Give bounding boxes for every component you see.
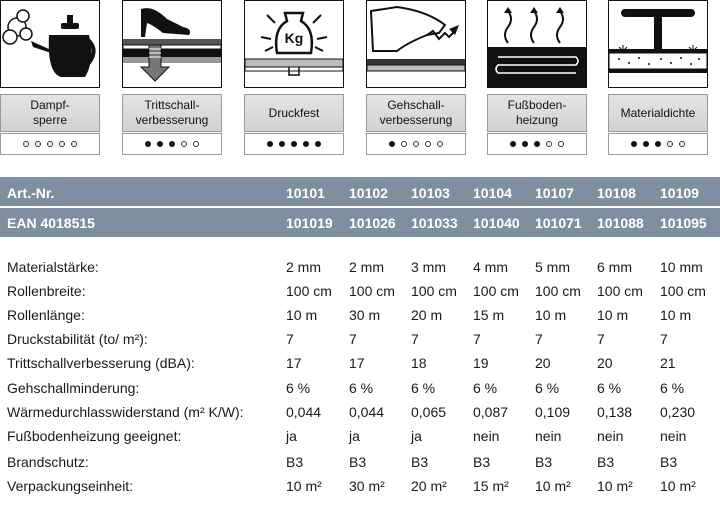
table-cell: nein xyxy=(473,428,500,444)
feature-label: Druckfest xyxy=(244,94,344,132)
ean-cell: 101033 xyxy=(411,215,458,231)
table-cell: 100 cm xyxy=(473,283,519,299)
rating-dot-filled xyxy=(267,141,273,147)
rating-dot-empty xyxy=(181,141,187,147)
ean-cell: 101095 xyxy=(660,215,707,231)
rating-dot-filled xyxy=(157,141,163,147)
table-cell: 100 cm xyxy=(411,283,457,299)
table-cell: B3 xyxy=(660,454,678,470)
table-cell: 21 xyxy=(660,355,676,371)
table-cell: 2 mm xyxy=(286,259,321,275)
table-cell: 7 xyxy=(597,331,605,347)
table-cell: 100 cm xyxy=(349,283,395,299)
table-cell: 18 xyxy=(411,355,427,371)
table-cell: 10 m xyxy=(597,307,629,323)
art-nr-cell: 10108 xyxy=(597,185,636,201)
art-nr-cell: 10101 xyxy=(286,185,325,201)
rating-dot-empty xyxy=(23,141,29,147)
ean-cell: 101019 xyxy=(286,215,333,231)
rating-dot-empty xyxy=(667,141,673,147)
table-cell: B3 xyxy=(286,454,304,470)
table-cell: 6 % xyxy=(597,380,622,396)
material-density-icon xyxy=(608,0,708,88)
table-cell: 20 xyxy=(535,355,551,371)
art-nr-label: Art.-Nr. xyxy=(7,185,55,201)
rating-dot-empty xyxy=(558,141,564,147)
table-cell: 100 cm xyxy=(660,283,706,299)
table-cell: 20 m xyxy=(411,307,443,323)
table-cell: B3 xyxy=(597,454,615,470)
rating-dot-empty xyxy=(47,141,53,147)
table-cell: 5 mm xyxy=(535,259,570,275)
row-label: Rollenlänge: xyxy=(7,307,85,323)
table-cell: 30 m² xyxy=(349,478,385,494)
table-cell: ja xyxy=(286,428,297,444)
table-cell: 10 mm xyxy=(660,259,703,275)
table-cell: 100 cm xyxy=(597,283,643,299)
table-cell: B3 xyxy=(411,454,429,470)
table-cell: 2 mm xyxy=(349,259,384,275)
rating-dot-empty xyxy=(59,141,65,147)
table-cell: B3 xyxy=(473,454,491,470)
table-cell: 15 m² xyxy=(473,478,509,494)
rating-dot-empty xyxy=(437,141,443,147)
table-cell: 0,044 xyxy=(349,404,385,420)
table-cell: ja xyxy=(349,428,360,444)
rating-dot-filled xyxy=(315,141,321,147)
rating-dot-empty xyxy=(35,141,41,147)
row-label: Wärmedurchlasswiderstand (m² K/W): xyxy=(7,404,244,420)
rating-dot-filled xyxy=(303,141,309,147)
table-cell: 0,109 xyxy=(535,404,571,420)
table-cell: 0,065 xyxy=(411,404,447,420)
ean-cell: 101026 xyxy=(349,215,396,231)
row-label: Gehschallminderung: xyxy=(7,380,140,396)
feature-rating xyxy=(122,133,222,155)
feature-label: Dampf- sperre xyxy=(0,94,100,132)
table-cell: 10 m² xyxy=(597,478,633,494)
row-label: Brandschutz: xyxy=(7,454,89,470)
table-cell: 6 % xyxy=(535,380,560,396)
table-cell: 6 % xyxy=(349,380,374,396)
rating-dot-filled xyxy=(631,141,637,147)
table-cell: 7 xyxy=(349,331,357,347)
rating-dot-filled xyxy=(510,141,516,147)
rating-dot-empty xyxy=(401,141,407,147)
feature-label: Materialdichte xyxy=(608,94,708,132)
row-label: Trittschallverbesserung (dBA): xyxy=(7,355,195,371)
rating-dot-filled xyxy=(169,141,175,147)
table-cell: 6 % xyxy=(286,380,311,396)
floor-heating-icon xyxy=(487,0,587,88)
art-nr-cell: 10104 xyxy=(473,185,512,201)
table-cell: 7 xyxy=(286,331,294,347)
rating-dot-filled xyxy=(279,141,285,147)
table-cell: 7 xyxy=(473,331,481,347)
art-nr-cell: 10102 xyxy=(349,185,388,201)
art-nr-cell: 10107 xyxy=(535,185,574,201)
table-cell: 10 m² xyxy=(535,478,571,494)
feature-rating xyxy=(608,133,708,155)
ean-label: EAN 4018515 xyxy=(7,215,95,231)
table-cell: 10 m² xyxy=(286,478,322,494)
svg-text:Kg: Kg xyxy=(284,30,304,46)
table-cell: nein xyxy=(597,428,624,444)
table-cell: 15 m xyxy=(473,307,505,323)
rating-dot-filled xyxy=(655,141,661,147)
table-cell: 17 xyxy=(349,355,365,371)
table-cell: 30 m xyxy=(349,307,381,323)
table-cell: 0,138 xyxy=(597,404,633,420)
high-heel-impact-icon xyxy=(122,0,222,88)
art-nr-cell: 10103 xyxy=(411,185,450,201)
rating-dot-empty xyxy=(71,141,77,147)
table-cell: B3 xyxy=(535,454,553,470)
rating-dot-empty xyxy=(425,141,431,147)
table-cell: 19 xyxy=(473,355,489,371)
feature-label: Gehschall- verbesserung xyxy=(366,94,466,132)
table-cell: 7 xyxy=(411,331,419,347)
steam-kettle-icon xyxy=(0,0,100,88)
table-cell: 7 xyxy=(660,331,668,347)
table-cell: 3 mm xyxy=(411,259,446,275)
table-cell: 7 xyxy=(535,331,543,347)
feature-label: Trittschall- verbesserung xyxy=(122,94,222,132)
shoe-sound-icon xyxy=(366,0,466,88)
table-cell: nein xyxy=(535,428,562,444)
feature-rating xyxy=(244,133,344,155)
table-cell: 10 m² xyxy=(660,478,696,494)
row-label: Druckstabilität (to/ m²): xyxy=(7,331,148,347)
table-cell: 6 % xyxy=(411,380,436,396)
row-label: Fußbodenheizung geeignet: xyxy=(7,428,182,444)
table-cell: 6 % xyxy=(473,380,498,396)
table-cell: 100 cm xyxy=(286,283,332,299)
row-label: Materialstärke: xyxy=(7,259,99,275)
table-cell: 6 mm xyxy=(597,259,632,275)
table-cell: 100 cm xyxy=(535,283,581,299)
table-cell: 0,044 xyxy=(286,404,322,420)
table-cell: 0,230 xyxy=(660,404,696,420)
rating-dot-filled xyxy=(291,141,297,147)
row-label: Verpackungseinheit: xyxy=(7,478,134,494)
ean-cell: 101040 xyxy=(473,215,520,231)
ean-cell: 101088 xyxy=(597,215,644,231)
table-cell: 20 m² xyxy=(411,478,447,494)
feature-rating xyxy=(0,133,100,155)
table-cell: 10 m xyxy=(286,307,318,323)
rating-dot-filled xyxy=(534,141,540,147)
table-cell: 10 m xyxy=(535,307,567,323)
rating-dot-empty xyxy=(193,141,199,147)
art-nr-cell: 10109 xyxy=(660,185,699,201)
rating-dot-filled xyxy=(522,141,528,147)
weight-kg-icon xyxy=(244,0,344,88)
table-cell: 20 xyxy=(597,355,613,371)
feature-label: Fußboden- heizung xyxy=(487,94,587,132)
table-cell: 6 % xyxy=(660,380,685,396)
table-cell: 17 xyxy=(286,355,302,371)
row-label: Rollenbreite: xyxy=(7,283,86,299)
table-cell: 4 mm xyxy=(473,259,508,275)
rating-dot-empty xyxy=(546,141,552,147)
table-cell: ja xyxy=(411,428,422,444)
table-cell: nein xyxy=(660,428,687,444)
rating-dot-filled xyxy=(643,141,649,147)
feature-rating xyxy=(366,133,466,155)
rating-dot-filled xyxy=(389,141,395,147)
table-cell: 0,087 xyxy=(473,404,509,420)
rating-dot-empty xyxy=(413,141,419,147)
feature-rating xyxy=(487,133,587,155)
rating-dot-empty xyxy=(679,141,685,147)
table-cell: B3 xyxy=(349,454,367,470)
table-cell: 10 m xyxy=(660,307,692,323)
rating-dot-filled xyxy=(145,141,151,147)
ean-cell: 101071 xyxy=(535,215,582,231)
